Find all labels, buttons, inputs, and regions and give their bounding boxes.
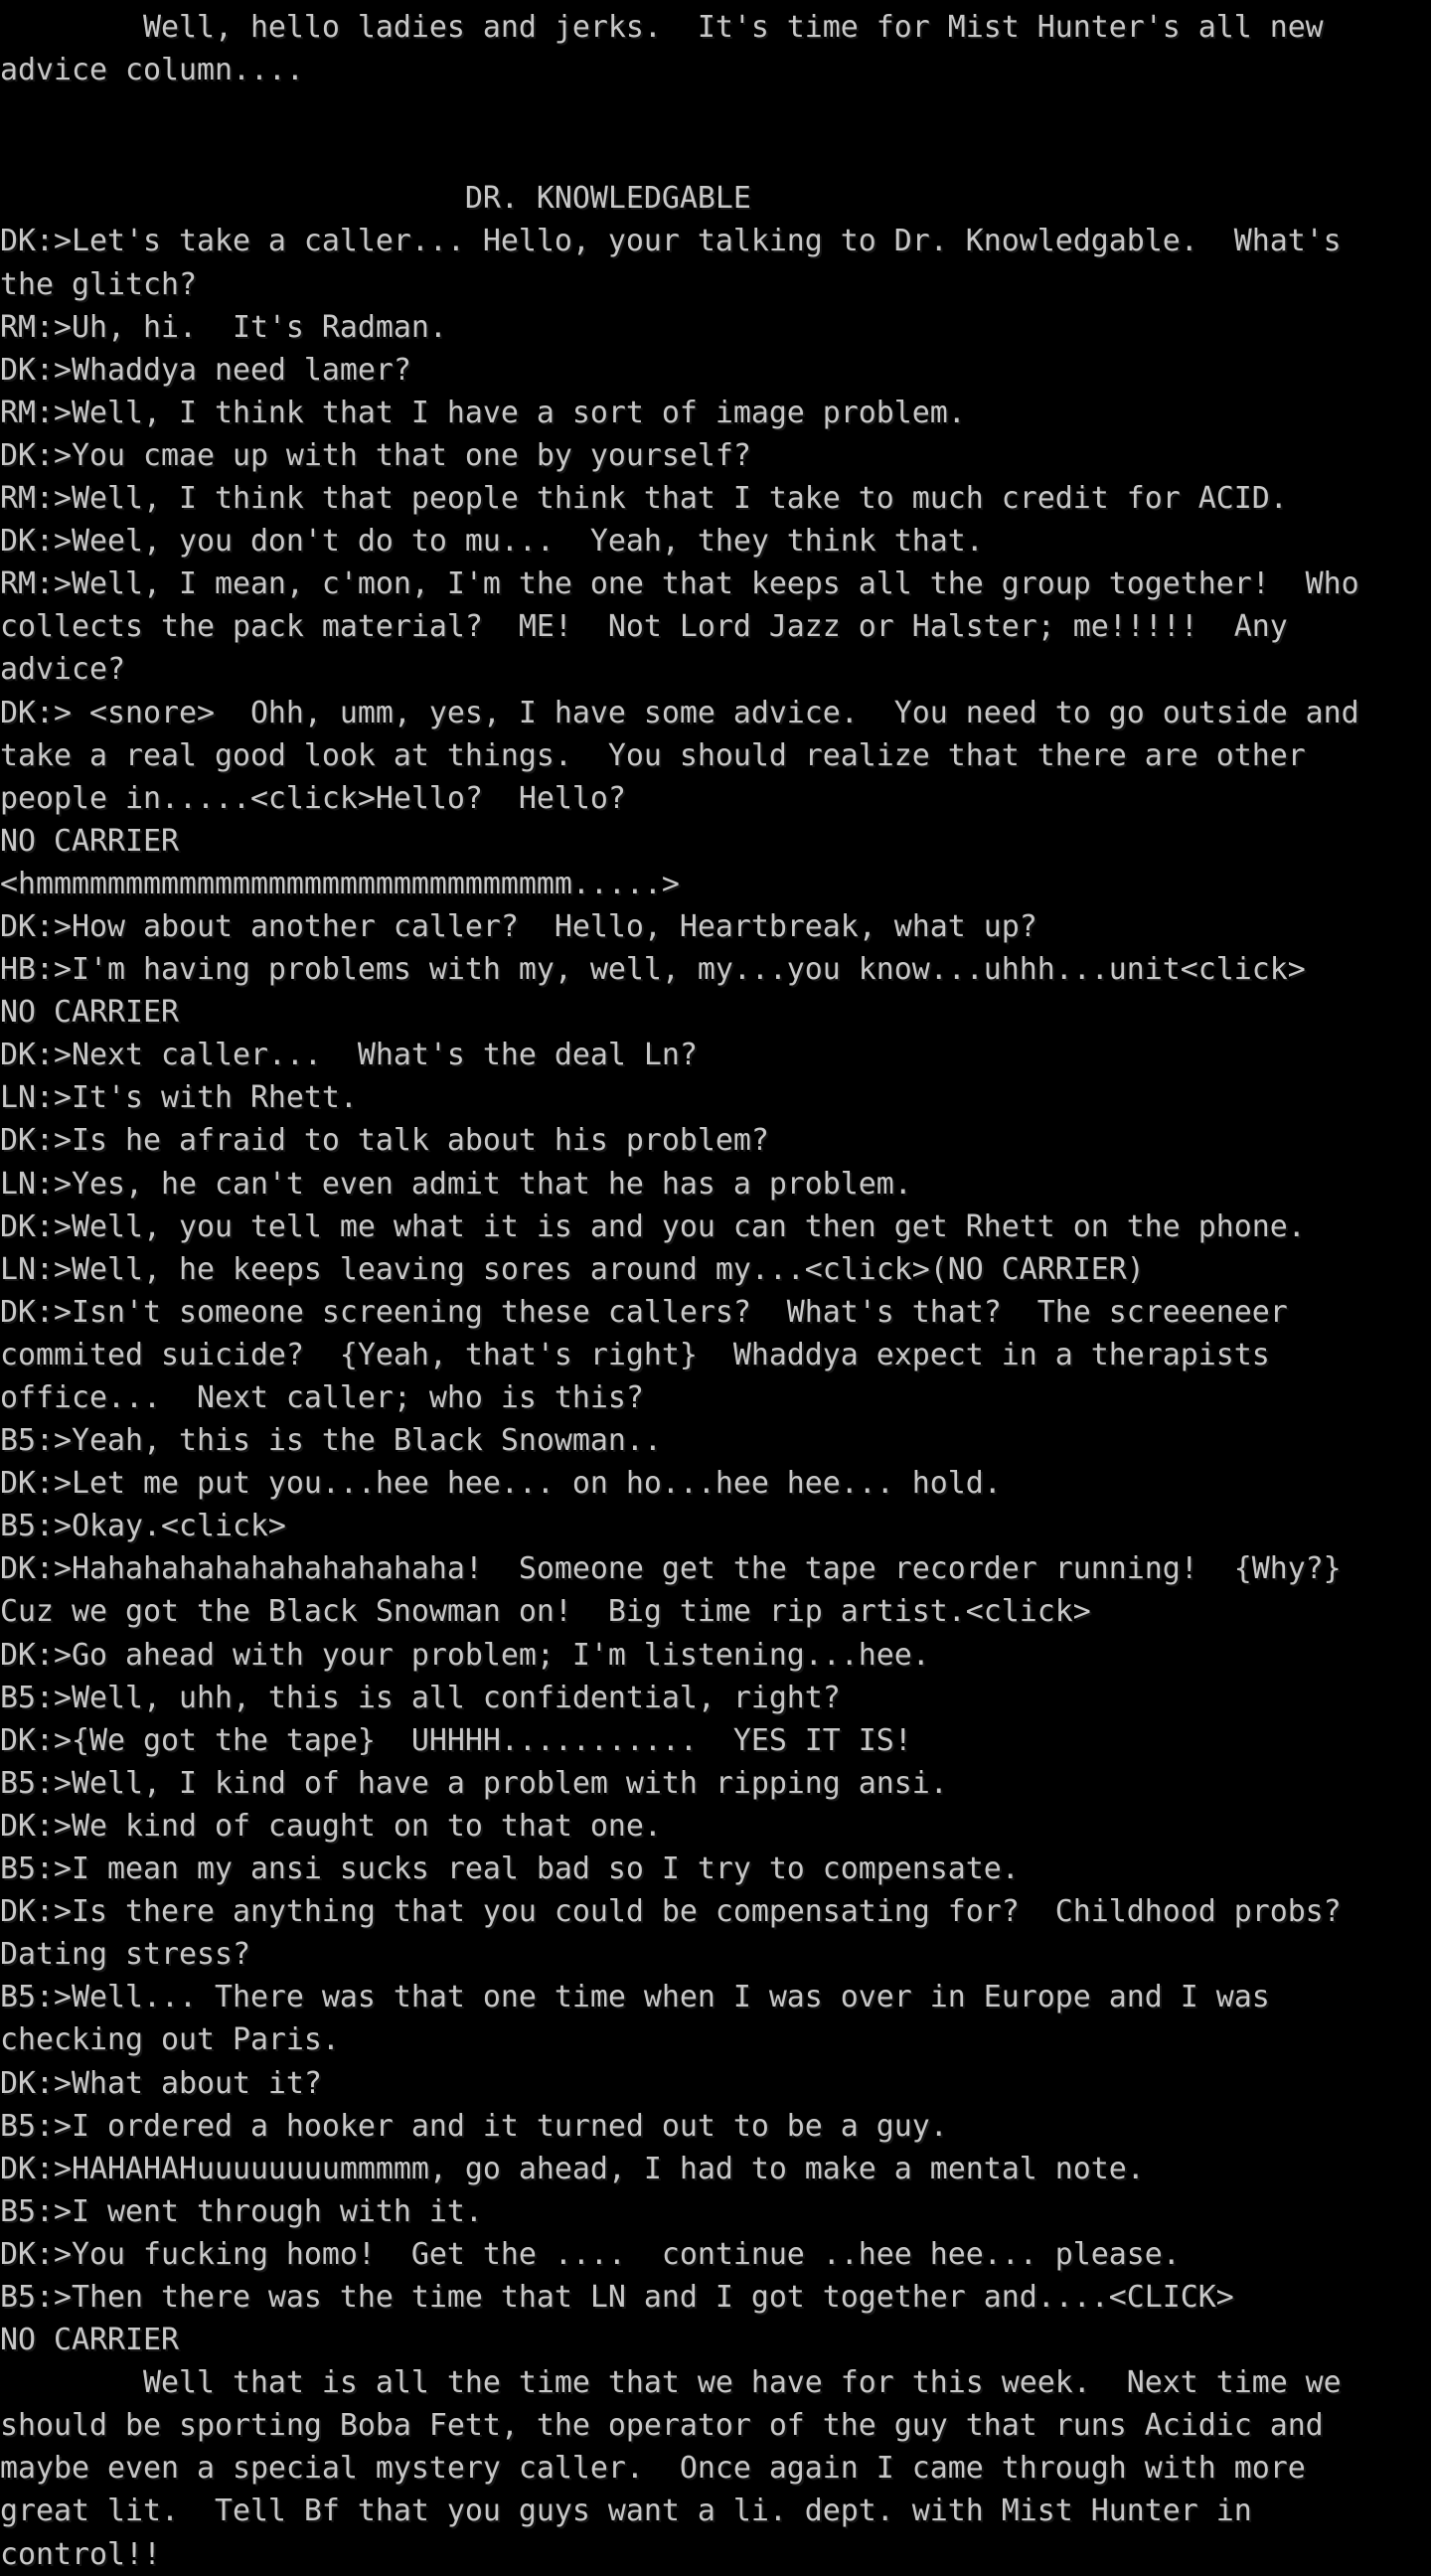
- terminal-line: LN:>Well, he keeps leaving sores around my...<click>(NO CARRIER): [0, 1251, 1145, 1287]
- terminal-line: DK:>Whaddya need lamer?: [0, 352, 411, 388]
- terminal-line: RM:>Well, I mean, c'mon, I'm the one that keeps all the group together! Who: [0, 566, 1359, 602]
- terminal-line: people in.....<click>Hello? Hello?: [0, 780, 626, 816]
- terminal-line: commited suicide? {Yeah, that's right} Whaddya expect in a therapists: [0, 1337, 1270, 1372]
- terminal-line: B5:>I ordered a hooker and it turned out to be a guy.: [0, 2108, 948, 2144]
- terminal-line: great lit. Tell Bf that you guys want a li. dept. with Mist Hunter in: [0, 2494, 1252, 2529]
- terminal-line: HB:>I'm having problems with my, well, my...you know...uhhh...unit<click>: [0, 952, 1306, 988]
- terminal-line: NO CARRIER: [0, 2323, 179, 2358]
- terminal-line: DK:>Is there anything that you could be compensating for? Childhood probs?: [0, 1894, 1342, 1930]
- terminal-line: B5:>I mean my ansi sucks real bad so I try to compensate.: [0, 1852, 1020, 1887]
- terminal-line: should be sporting Boba Fett, the operator of the guy that runs Acidic and: [0, 2408, 1324, 2444]
- terminal-line: DK:>You fucking homo! Get the .... continue ..hee hee... please.: [0, 2236, 1181, 2272]
- terminal-line: advice?: [0, 652, 125, 688]
- terminal-line: LN:>Yes, he can't even admit that he has a problem.: [0, 1166, 912, 1202]
- terminal-line: DR. KNOWLEDGABLE: [0, 181, 751, 217]
- terminal-line: DK:>Let's take a caller... Hello, your talking to Dr. Knowledgable. What's: [0, 224, 1342, 259]
- terminal-line: DK:>HAHAHAHuuuuuuuummmmm, go ahead, I had to make a mental note.: [0, 2151, 1145, 2186]
- terminal-line: NO CARRIER: [0, 823, 179, 859]
- terminal-line: B5:>Well, uhh, this is all confidential, right?: [0, 1680, 841, 1715]
- terminal-line: B5:>Then there was the time that LN and I got together and....<CLICK>: [0, 2279, 1234, 2315]
- terminal-line: RM:>Uh, hi. It's Radman.: [0, 309, 447, 345]
- terminal-line: DK:>Well, you tell me what it is and you can then get Rhett on the phone.: [0, 1208, 1306, 1244]
- terminal-line: maybe even a special mystery caller. Once again I came through with more: [0, 2451, 1306, 2487]
- terminal-line: DK:>What about it?: [0, 2065, 322, 2101]
- terminal-line: RM:>Well, I think that people think that I take to much credit for ACID.: [0, 481, 1288, 517]
- terminal-line: LN:>It's with Rhett.: [0, 1080, 358, 1116]
- terminal-line: DK:> <snore> Ohh, umm, yes, I have some advice. You need to go outside and: [0, 695, 1359, 730]
- terminal-line: DK:>You cmae up with that one by yourself?: [0, 437, 751, 473]
- terminal-line: Dating stress?: [0, 1937, 250, 1973]
- terminal-line: B5:>Well, I kind of have a problem with ripping ansi.: [0, 1765, 948, 1801]
- terminal-line: take a real good look at things. You should realize that there are other: [0, 737, 1306, 773]
- terminal-line: collects the pack material? ME! Not Lord Jazz or Halster; me!!!!! Any: [0, 609, 1288, 645]
- terminal-line: control!!: [0, 2536, 161, 2572]
- terminal-line: office... Next caller; who is this?: [0, 1380, 644, 1415]
- terminal-line: DK:>{We got the tape} UHHHH........... YES IT IS!: [0, 1722, 912, 1758]
- terminal-line: [0, 134, 1431, 177]
- terminal-line: checking out Paris.: [0, 2022, 340, 2058]
- terminal-line: Cuz we got the Black Snowman on! Big time rip artist.<click>: [0, 1594, 1091, 1630]
- terminal-line: B5:>I went through with it.: [0, 2193, 483, 2229]
- terminal-line: NO CARRIER: [0, 995, 179, 1031]
- terminal-line: advice column....: [0, 53, 304, 88]
- terminal-line: DK:>We kind of caught on to that one.: [0, 1808, 662, 1844]
- terminal-line: RM:>Well, I think that I have a sort of image problem.: [0, 395, 966, 430]
- terminal-text: [0, 6, 1431, 2576]
- terminal-line: DK:>Hahahahahahahahahahaha! Someone get the tape recorder running! {Why?}: [0, 1551, 1342, 1587]
- terminal-line: DK:>Isn't someone screening these callers? What's that? The screeeneer: [0, 1294, 1288, 1330]
- terminal-line: <hmmmmmmmmmmmmmmmmmmmmmmmmmmmmmm.....>: [0, 866, 680, 901]
- terminal-line: [0, 91, 1431, 134]
- terminal-line: DK:>Weel, you don't do to mu... Yeah, they think that.: [0, 524, 984, 560]
- terminal-line: DK:>How about another caller? Hello, Heartbreak, what up?: [0, 908, 1037, 944]
- terminal-line: DK:>Is he afraid to talk about his problem?: [0, 1123, 769, 1159]
- terminal-line: DK:>Go ahead with your problem; I'm listening...hee.: [0, 1637, 930, 1673]
- terminal-line: B5:>Well... There was that one time when I was over in Europe and I was: [0, 1980, 1270, 2015]
- terminal-line: DK:>Let me put you...hee hee... on ho...hee hee... hold.: [0, 1466, 1002, 1502]
- terminal-line: the glitch?: [0, 266, 197, 302]
- terminal-line: Well that is all the time that we have for this week. Next time we: [0, 2365, 1342, 2401]
- terminal-line: B5:>Yeah, this is the Black Snowman..: [0, 1423, 662, 1459]
- terminal-line: B5:>Okay.<click>: [0, 1509, 286, 1544]
- terminal-line: DK:>Next caller... What's the deal Ln?: [0, 1038, 698, 1073]
- terminal-line: Well, hello ladies and jerks. It's time for Mist Hunter's all new: [0, 10, 1324, 45]
